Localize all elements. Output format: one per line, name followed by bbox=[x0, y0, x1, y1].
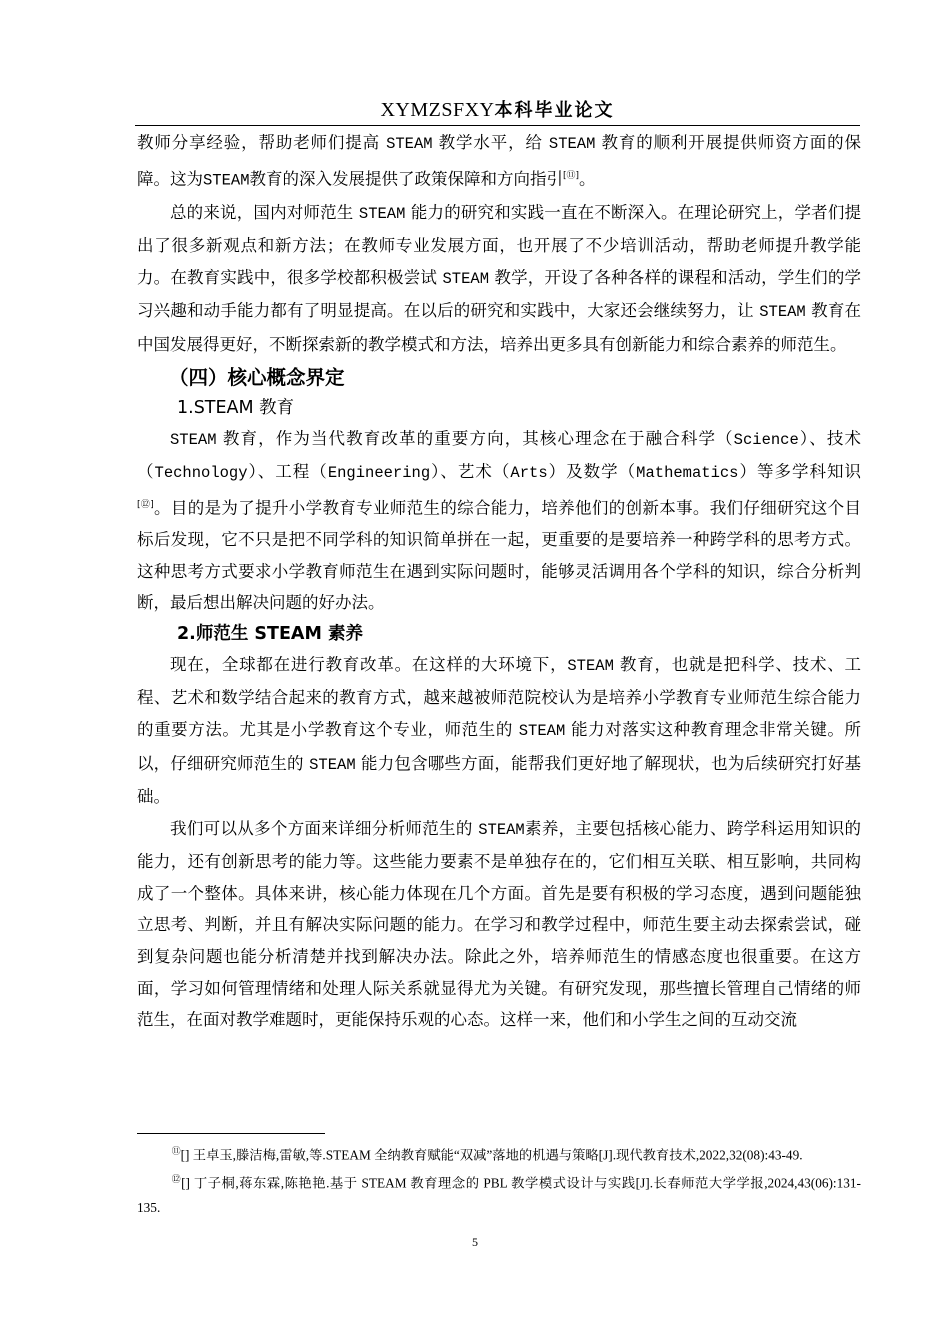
header-code: XYMZSFXY bbox=[380, 99, 495, 121]
citation-12: [⑫] bbox=[137, 499, 154, 510]
subsection-heading-2: 2.师范生 STEAM 素养 bbox=[177, 623, 363, 644]
paragraph-3: STEAM 教育，作为当代教育改革的重要方向，其核心理念在于融合科学（Science）、技术（Technology）、工程（Engineering）、艺术（Arts）及数学（Mathematics）等多学科知识[⑫]。目的是为了提升小学教育专业师范生的综合能力，培养他们的创新本事。我们仔细研究这个目标后发现，它不只是把不同学科的知识简单拼在一起，更重要的是要培养一种跨学科的思考方式。这种思考方式要求小学教育师范生在遇到实际问题时，能够灵活调用各个学科的知识，综合分析判断，最后想出解决问题的好办法。 bbox=[137, 428, 862, 613]
paragraph-2: 总的来说，国内对师范生 STEAM 能力的研究和实践一直在不断深入。在理论研究上，学者们提出了很多新观点和新方法；在教师专业发展方面，也开展了不少培训活动，帮助老师提升教学能力。在教育实践中，很多学校都积极尝试 STEAM 教学，开设了各种各样的课程和活动，学生们的学习兴趣和动手能力都有了明显提高。在以后的研究和实践中，大家还会继续努力，让 STEAM 教育在中国发展得更好，不断探索新的教学模式和方法，培养出更多具有创新能力和综合素养的师范生。 bbox=[137, 202, 862, 355]
subsection-heading-1: 1.STEAM 教育 bbox=[177, 397, 295, 418]
citation-11: [⑪] bbox=[563, 170, 580, 181]
page-number: 5 bbox=[472, 1235, 478, 1249]
document-body bbox=[137, 127, 861, 1036]
header-rule bbox=[135, 125, 860, 126]
paragraph-4: 现在，全球都在进行教育改革。在这样的大环境下，STEAM 教育，也就是把科学、技术、工程、艺术和数学结合起来的教育方式，越来越被师范院校认为是培养小学教育专业师范生综合能力的重要方法。尤其是小学教育这个专业，师范生的 STEAM 能力对落实这种教育理念非常关键。所以，仔细研究师范生的 STEAM 能力包含哪些方面，能帮我们更好地了解现状，也为后续研究打好基础。 bbox=[137, 654, 862, 807]
footnote-12: ⑫[] 丁子桐,蒋东霖,陈艳艳.基于 STEAM 教育理念的 PBL 教学模式设计与实践[J].长春师范大学学报,2024,43(06):131-135. bbox=[137, 1174, 861, 1215]
footnote-11: ⑪[] 王卓玉,滕洁梅,雷敏,等.STEAM 全纳教育赋能“双减”落地的机遇与策略[J].现代教育技术,2022,32(08):43-49. bbox=[171, 1146, 803, 1163]
paragraph-1: 教师分享经验，帮助老师们提高 STEAM 教学水平，给 STEAM 教育的顺利开展提供师资方面的保障。这为STEAM教育的深入发展提供了政策保障和方向指引[⑪]。 bbox=[137, 133, 861, 190]
header-title: 本科毕业论文 bbox=[494, 100, 615, 121]
footnotes bbox=[137, 1139, 861, 1220]
footnote-separator bbox=[137, 1133, 325, 1134]
section-heading-4: （四）核心概念界定 bbox=[169, 365, 345, 389]
paragraph-5: 我们可以从多个方面来详细分析师范生的 STEAM素养，主要包括核心能力、跨学科运用知识的能力，还有创新思考的能力等。这些能力要素不是单独存在的，它们相互关联、相互影响，共同构成了一个整体。具体来讲，核心能力体现在几个方面。首先是要有积极的学习态度，遇到问题能独立思考、判断，并且有解决实际问题的能力。在学习和教学过程中，师范生要主动去探索尝试，碰到复杂问题也能分析清楚并找到解决办法。除此之外，培养师范生的情感态度也很重要。在这方面，学习如何管理情绪和处理人际关系就显得尤为关键。有研究发现，那些擅长管理自己情绪的师范生，在面对教学难题时，更能保持乐观的心态。这样一来，他们和小学生之间的互动交流 bbox=[137, 818, 862, 1030]
page-header bbox=[135, 96, 860, 125]
